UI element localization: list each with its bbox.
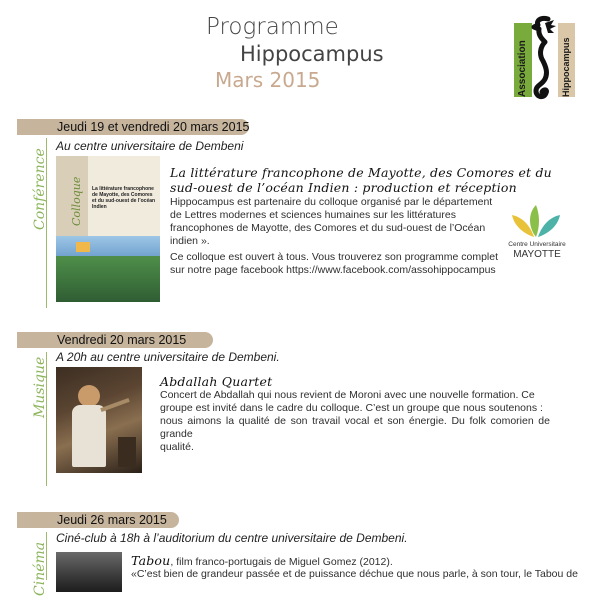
section-venue: Au centre universitaire de Dembeni	[56, 139, 244, 153]
book-blurb: La littérature francophone de Mayotte, des Comores et du sud-ouest de l’océan Indien	[92, 186, 156, 210]
centre-universitaire-logo	[496, 203, 578, 269]
colloque-book-cover	[56, 156, 160, 302]
film-title-suffix: , film franco-portugais de Miguel Gomez (2012).	[170, 556, 393, 568]
conference-body-2	[170, 251, 498, 277]
logo-text-hippocampus: Hippocampus	[561, 37, 571, 97]
leaf-icon	[506, 203, 566, 241]
section-label-cinema: Cinéma	[32, 541, 48, 596]
page-subtitle: Hippocampus	[240, 42, 384, 66]
seahorse-icon	[530, 15, 560, 101]
conference-body2-line: sur notre page facebook https://www.facebook.com/assohippocampus	[170, 264, 496, 276]
concert-title: Abdallah Quartet	[160, 374, 273, 389]
section-venue: A 20h au centre universitaire de Dembeni.	[56, 350, 280, 364]
section-date: Vendredi 20 mars 2015	[57, 333, 187, 347]
conference-body	[170, 196, 492, 248]
section-date: Jeudi 19 et vendredi 20 mars 2015	[57, 120, 250, 134]
concert-body-line: nous aimons la qualité de son travail vocal et son énergie. Du folk comorien de grande	[160, 415, 550, 440]
conference-body-line: francophones de Mayotte, des Comores et du sud-ouest de l’Océan	[170, 222, 486, 234]
section-label-musique: Musique	[32, 356, 48, 418]
film-body-line: «C’est bien de grandeur passée et de puissance déchue que nous parle, à son tour, le Tabou de	[131, 568, 578, 580]
book-word: Colloque	[70, 176, 83, 226]
section-venue: Ciné-club à 18h à l’auditorium du centre universitaire de Dembeni.	[56, 531, 408, 545]
logo-text-association: Association	[517, 40, 528, 97]
concert-body	[160, 389, 550, 454]
conference-title-line2: sud-ouest de l’océan Indien : production et réception	[170, 180, 517, 195]
conference-body-line: Hippocampus est partenaire du colloque organisé par le département	[170, 196, 493, 208]
abdallah-quartet-photo	[56, 367, 142, 473]
film-title: Tabou	[131, 553, 171, 568]
partner-logo-line1: Centre Universitaire	[508, 241, 566, 248]
concert-body-line: groupe est invité dans le cadre du colloque. C’est un groupe que nous soutenons :	[160, 402, 543, 414]
page-title: Programme	[206, 14, 339, 40]
concert-body-line: qualité.	[160, 441, 194, 453]
concert-body-line: Concert de Abdallah qui nous revient de Moroni avec une nouvelle formation. Ce	[160, 389, 535, 401]
section-label-conference: Conférence	[32, 148, 48, 230]
association-logo	[514, 15, 576, 101]
conference-body-line: indien ».	[170, 235, 210, 247]
partner-logo-line2: MAYOTTE	[513, 249, 561, 260]
section-date: Jeudi 26 mars 2015	[57, 513, 167, 527]
tabou-film-still	[56, 552, 122, 592]
conference-body-line: de Lettres modernes et sciences humaines sur les littératures	[170, 209, 456, 221]
conference-title-line1: La littérature francophone de Mayotte, des Comores et du	[170, 165, 552, 180]
conference-body2-line: Ce colloque est ouvert à tous. Vous trouverez son programme complet	[170, 251, 499, 263]
page-month: Mars 2015	[215, 68, 321, 92]
